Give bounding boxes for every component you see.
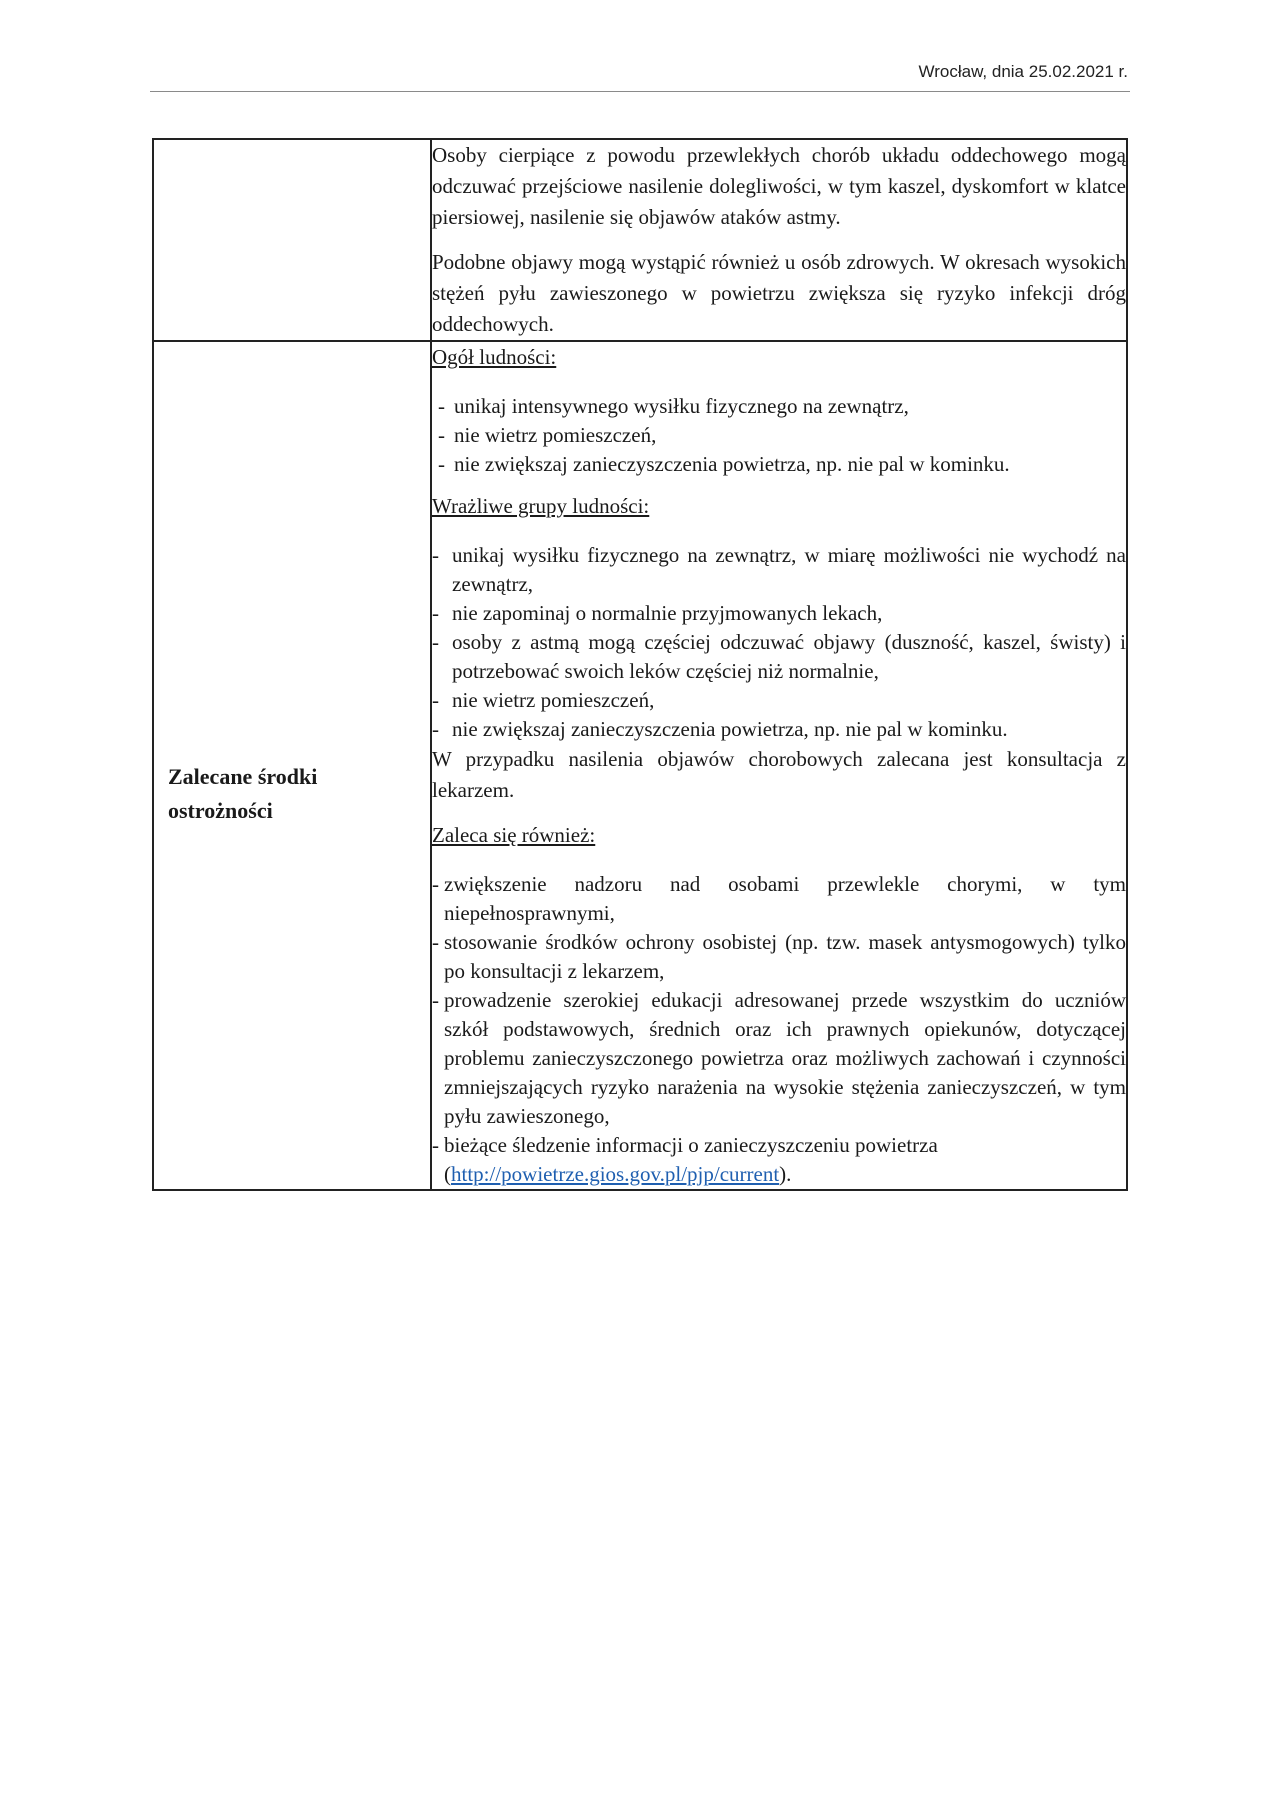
list-item: - unikaj intensywnego wysiłku fizycznego na zewnątrz, bbox=[432, 392, 1126, 421]
link-open-paren: ( bbox=[444, 1162, 451, 1186]
sensitive-groups-heading: Wrażliwe grupy ludności: bbox=[432, 494, 650, 518]
recommendations-table bbox=[152, 138, 1128, 1191]
list-item: - zwiększenie nadzoru nad osobami przewlekle chorymi, w tym niepełnosprawnymi, bbox=[432, 870, 1126, 928]
list-item: - nie zwiększaj zanieczyszczenia powietrza, np. nie pal w kominku. bbox=[432, 715, 1126, 744]
doctor-consultation-note: W przypadku nasilenia objawów chorobowych zalecana jest konsultacja z lekarzem. bbox=[432, 747, 1126, 802]
precautions-content-cell bbox=[431, 341, 1127, 1190]
list-item: - nie wietrz pomieszczeń, bbox=[432, 421, 1126, 450]
list-item: - unikaj wysiłku fizycznego na zewnątrz, w miarę możliwości nie wychodź na zewnątrz, bbox=[432, 541, 1126, 599]
link-close-paren: ). bbox=[779, 1162, 792, 1186]
list-item-with-link bbox=[432, 1131, 1126, 1189]
row-label-empty bbox=[153, 139, 431, 341]
list-item: - nie zwiększaj zanieczyszczenia powietrza, np. nie pal w kominku. bbox=[432, 450, 1126, 479]
precautions-label bbox=[154, 760, 430, 828]
health-effects-cell bbox=[431, 139, 1127, 341]
precautions-label-line2: ostrożności bbox=[168, 797, 273, 823]
table-row-precautions bbox=[153, 341, 1127, 1190]
list-item: - osoby z astmą mogą częściej odczuwać objawy (duszność, kaszel, świsty) i potrzebować swoich leków częściej niż normalnie, bbox=[432, 628, 1126, 686]
list-item: - nie zapominaj o normalnie przyjmowanych lekach, bbox=[432, 599, 1126, 628]
also-recommended-heading: Zaleca się również: bbox=[432, 823, 596, 847]
effects-paragraph-healthy: Podobne objawy mogą wystąpić również u osób zdrowych. W okresach wysokich stężeń pyłu zawieszonego w powietrzu zwiększa się ryzyko infekcji dróg oddechowych. bbox=[432, 250, 1126, 336]
header-divider bbox=[150, 91, 1130, 92]
air-quality-link[interactable]: http://powietrze.gios.gov.pl/pjp/current bbox=[451, 1162, 780, 1186]
list-item: - stosowanie środków ochrony osobistej (np. tzw. masek antysmogowych) tylko po konsultacji z lekarzem, bbox=[432, 928, 1126, 986]
general-population-list bbox=[432, 392, 1126, 479]
also-recommended-list bbox=[432, 870, 1126, 1189]
list-item-text: bieżące śledzenie informacji o zanieczyszczeniu powietrza bbox=[444, 1133, 938, 1157]
table-row-effects bbox=[153, 139, 1127, 341]
sensitive-groups-list bbox=[432, 541, 1126, 744]
effects-paragraph-chronic: Osoby cierpiące z powodu przewlekłych chorób układu oddechowego mogą odczuwać przejściowe nasilenie dolegliwości, w tym kaszel, dyskomfort w klatce piersiowej, nasilenie się objawów ataków astmy. bbox=[432, 143, 1126, 229]
list-item: - prowadzenie szerokiej edukacji adresowanej przede wszystkim do uczniów szkół podstawowych, średnich oraz ich prawnych opiekunów, dotyczącej problemu zanieczyszczonego powietrza oraz możliwych zachowań i czynności zmniejszających ryzyko narażenia na wysokie stężenia zanieczyszczeń, w tym pyłu zawieszonego, bbox=[432, 986, 1126, 1131]
precautions-label-cell bbox=[153, 341, 431, 1190]
general-population-heading: Ogół ludności: bbox=[432, 345, 557, 369]
precautions-label-line1: Zalecane środki bbox=[168, 763, 318, 789]
document-date: Wrocław, dnia 25.02.2021 r. bbox=[918, 62, 1128, 81]
list-item: - nie wietrz pomieszczeń, bbox=[432, 686, 1126, 715]
